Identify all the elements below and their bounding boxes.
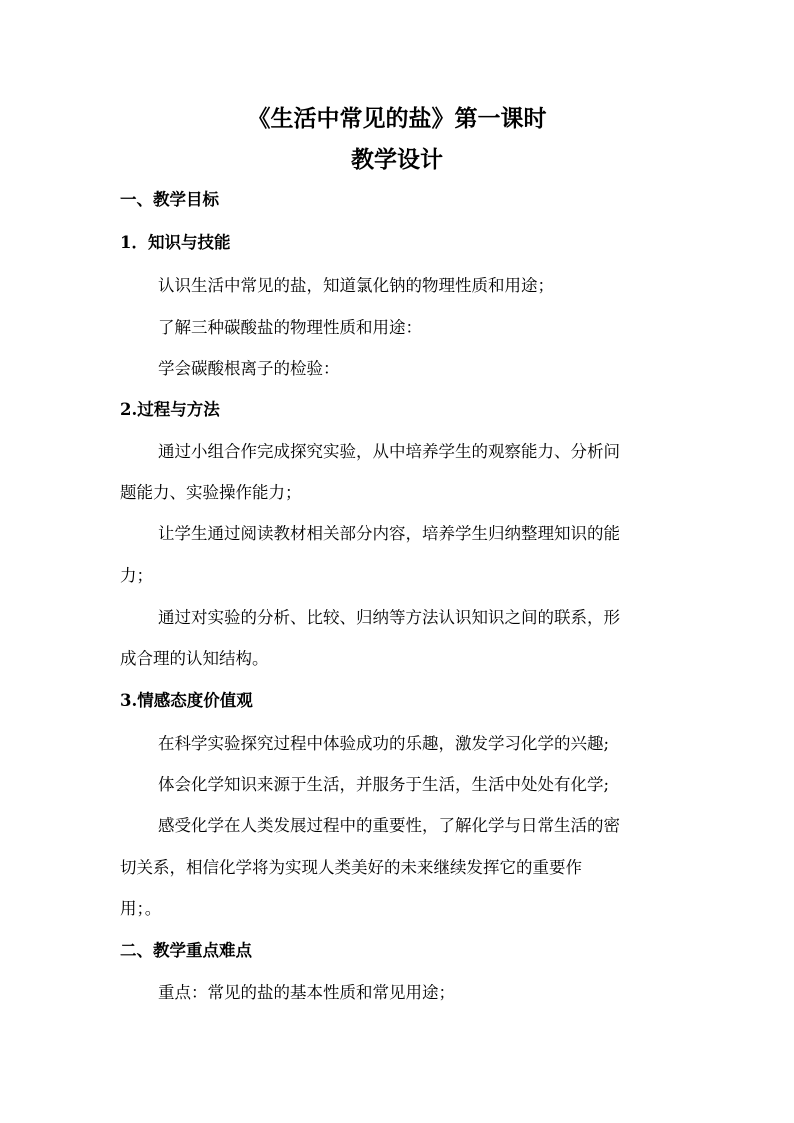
document-subtitle: 教学设计 — [351, 146, 443, 173]
document-title: 《生活中常见的盐》第一课时 — [247, 105, 547, 132]
subsection-heading-knowledge-skills: 1．知识与技能 — [120, 233, 231, 252]
paragraph-line: 成合理的认知结构。 — [120, 649, 269, 668]
paragraph-line: 体会化学知识来源于生活，并服务于生活，生活中处处有化学; — [158, 775, 610, 794]
paragraph-line: 题能力、实验操作能力； — [120, 483, 302, 502]
paragraph-line: 让学生通过阅读教材相关部分内容，培养学生归纳整理知识的能 — [158, 524, 620, 543]
paragraph-line: 通过小组合作完成探究实验，从中培养学生的观察能力、分析问 — [158, 442, 620, 461]
paragraph-line: 了解三种碳酸盐的物理性质和用途： — [158, 318, 422, 337]
paragraph-line: 感受化学在人类发展过程中的重要性，了解化学与日常生活的密 — [158, 816, 620, 835]
paragraph-line: 学会碳酸根离子的检验： — [158, 359, 340, 378]
paragraph-line: 通过对实验的分析、比较、归纳等方法认识知识之间的联系，形 — [158, 608, 620, 627]
paragraph-line: 认识生活中常见的盐，知道氯化钠的物理性质和用途； — [158, 276, 554, 295]
paragraph-line: 在科学实验探究过程中体验成功的乐趣，激发学习化学的兴趣; — [158, 734, 610, 753]
paragraph-line: 力； — [120, 566, 153, 585]
subsection-heading-emotion-attitude: 3.情感态度价值观 — [120, 691, 253, 710]
paragraph-line: 切关系，相信化学将为实现人类美好的未来继续发挥它的重要作 — [120, 858, 582, 877]
section-heading-key-difficult-points: 二、教学重点难点 — [120, 941, 252, 960]
section-heading-teaching-goals: 一、教学目标 — [120, 190, 219, 209]
paragraph-line: 用；。 — [120, 899, 162, 918]
paragraph-line: 重点：常见的盐的基本性质和常见用途； — [158, 983, 455, 1002]
subsection-heading-process-methods: 2.过程与方法 — [120, 400, 220, 419]
